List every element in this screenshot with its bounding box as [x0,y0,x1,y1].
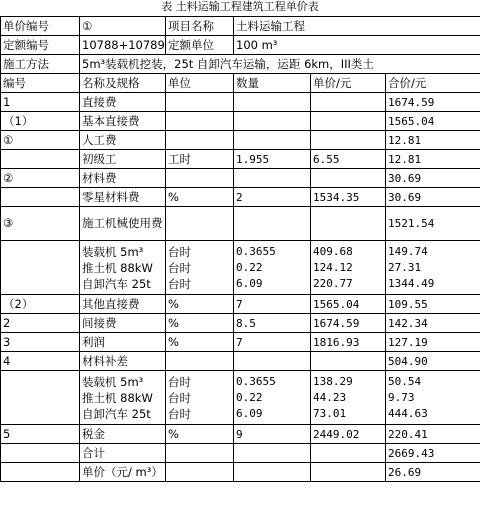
cell-total: 1565.04 [386,112,480,131]
cell-qty: 7 [234,295,311,314]
col-header: 编号 [1,74,80,93]
cell-qty: 0.3655 0.22 6.09 [234,371,311,425]
cell-total: 220.41 [386,425,480,444]
cell-price [311,207,386,241]
cell-total: 30.69 [386,188,480,207]
cell-name: 材料补差 [80,352,166,371]
cell-qty [234,112,311,131]
cell-unit: % [166,188,234,207]
cell-qty [234,131,311,150]
cell-price: 1565.04 [311,295,386,314]
header-value: ① [80,17,166,36]
cell-total: 50.54 9.73 444.63 [386,371,480,425]
cell-no: 1 [1,93,80,112]
cell-unit [166,131,234,150]
table-row [1,295,480,314]
cell-name: 单价（元/ m³） [80,463,166,482]
cell-qty [234,93,311,112]
col-header: 合价/元 [386,74,480,93]
cell-no: 2 [1,314,80,333]
cell-qty [234,352,311,371]
column-header-row [1,74,480,93]
machine-group-row [1,371,480,425]
cell-name: 其他直接费 [80,295,166,314]
table-row [1,93,480,112]
cell-name: 利润 [80,333,166,352]
cell-unit: % [166,314,234,333]
cell-qty: 1.955 [234,150,311,169]
cell-qty: 8.5 [234,314,311,333]
cell-unit: 台时 台时 台时 [166,241,234,295]
cell-no [1,241,80,295]
header-label: 项目名称 [166,17,234,36]
header-label: 施工方法 [1,55,80,74]
header-value: 10788+10789 [80,36,166,55]
header-row-2 [1,36,480,55]
table-row [1,352,480,371]
table-row [1,333,480,352]
cell-no: ② [1,169,80,188]
cell-total: 149.74 27.31 1344.49 [386,241,480,295]
cell-unit [166,352,234,371]
cell-total: 12.81 [386,150,480,169]
cell-no: 5 [1,425,80,444]
cell-total: 109.55 [386,295,480,314]
cell-name: 间接费 [80,314,166,333]
header-row-1 [1,17,480,36]
cell-price [311,131,386,150]
machine-group-row [1,241,480,295]
cell-total: 2669.43 [386,444,480,463]
cell-total: 26.69 [386,463,480,482]
table-row [1,169,480,188]
header-value: 土料运输工程 [234,17,480,36]
cell-price [311,463,386,482]
cell-total: 1674.59 [386,93,480,112]
cell-no [1,444,80,463]
cell-price: 409.68 124.12 220.77 [311,241,386,295]
header-label: 定额编号 [1,36,80,55]
cell-name: 零星材料费 [80,188,166,207]
cell-no: ③ [1,207,80,241]
cell-total: 142.34 [386,314,480,333]
header-label: 单价编号 [1,17,80,36]
cell-unit [166,463,234,482]
cell-qty [234,169,311,188]
cell-price [311,352,386,371]
cell-unit: % [166,333,234,352]
cell-name: 施工机械使用费 [80,207,166,241]
cell-price [311,169,386,188]
cell-no: 3 [1,333,80,352]
header-value: 100 m³ [234,36,480,55]
cell-name: 装载机 5m³ 推土机 88kW 自卸汽车 25t [80,241,166,295]
cell-name: 基本直接费 [80,112,166,131]
cell-qty [234,444,311,463]
cell-total: 1521.54 [386,207,480,241]
cell-price: 1674.59 [311,314,386,333]
cell-price: 1816.93 [311,333,386,352]
header-value: 5m³装载机挖装，25t 自卸汽车运输，运距 6km，III类土 [80,55,480,74]
cell-name: 税金 [80,425,166,444]
cell-price: 6.55 [311,150,386,169]
cell-total: 12.81 [386,131,480,150]
table-row [1,112,480,131]
cell-unit: 台时 台时 台时 [166,371,234,425]
table-row [1,314,480,333]
cell-no [1,188,80,207]
table-row [1,425,480,444]
cell-no: （1） [1,112,80,131]
cell-unit [166,93,234,112]
cell-name: 装载机 5m³ 推土机 88kW 自卸汽车 25t [80,371,166,425]
cell-unit [166,112,234,131]
cell-no: 4 [1,352,80,371]
cell-name: 初级工 [80,150,166,169]
cell-unit: % [166,425,234,444]
col-header: 名称及规格 [80,74,166,93]
cell-no: （2） [1,295,80,314]
cell-no [1,463,80,482]
cell-unit: 工时 [166,150,234,169]
col-header: 单位 [166,74,234,93]
cell-qty [234,207,311,241]
cell-price [311,112,386,131]
cell-price [311,444,386,463]
cell-name: 人工费 [80,131,166,150]
col-header: 数量 [234,74,311,93]
cell-unit: % [166,295,234,314]
cell-unit [166,444,234,463]
table-row [1,463,480,482]
cell-no: ① [1,131,80,150]
col-header: 单价/元 [311,74,386,93]
cell-qty [234,463,311,482]
cell-price [311,93,386,112]
cell-qty: 2 [234,188,311,207]
header-label: 定额单位 [166,36,234,55]
cell-no [1,371,80,425]
cell-qty: 7 [234,333,311,352]
cell-price: 2449.02 [311,425,386,444]
header-row-3 [1,55,480,74]
cell-qty: 9 [234,425,311,444]
cell-total: 127.19 [386,333,480,352]
table-row [1,207,480,241]
table-row [1,188,480,207]
cell-unit [166,169,234,188]
cell-name: 直接费 [80,93,166,112]
cell-total: 504.90 [386,352,480,371]
cell-qty: 0.3655 0.22 6.09 [234,241,311,295]
table-row [1,150,480,169]
cell-total: 30.69 [386,169,480,188]
cell-name: 合计 [80,444,166,463]
cell-price: 138.29 44.23 73.01 [311,371,386,425]
table-caption: 表 土料运输工程建筑工程单价表 [161,0,319,13]
table-row [1,444,480,463]
cell-name: 材料费 [80,169,166,188]
cell-no [1,150,80,169]
cell-price: 1534.35 [311,188,386,207]
unit-price-table [0,16,480,482]
cell-unit [166,207,234,241]
table-row [1,131,480,150]
